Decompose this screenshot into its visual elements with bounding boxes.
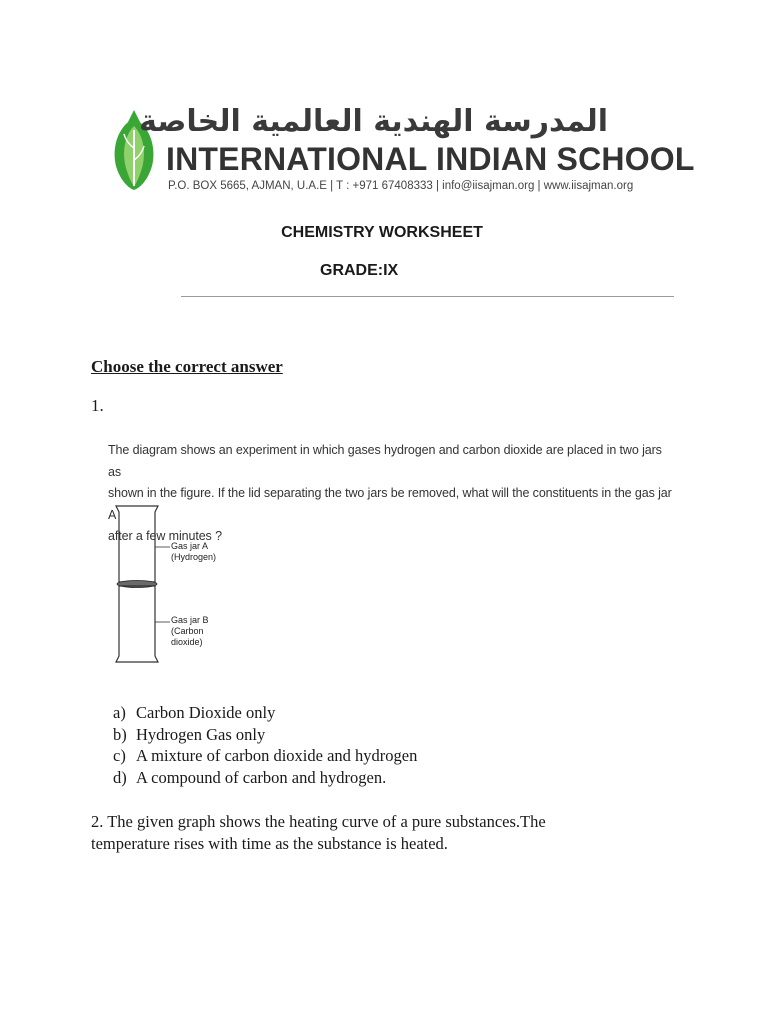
school-contact: P.O. BOX 5665, AJMAN, U.A.E | T : +971 67408333 | info@iisajman.org | www.iisajman.org	[168, 180, 634, 192]
worksheet-grade: GRADE:IX	[320, 262, 399, 279]
section-heading: Choose the correct answer	[91, 357, 283, 376]
option-b: b) Hydrogen Gas only	[113, 724, 266, 744]
worksheet-title: CHEMISTRY WORKSHEET	[281, 224, 483, 241]
option-a: a) Carbon Dioxide only	[113, 703, 276, 722]
question-2-text: 2. The given graph shows the heating curve of a pure substances.The temperature rises with time as the substance is heated.	[91, 812, 546, 853]
question-1-line: shown in the figure. If the lid separating the two jars be removed, what will the constituents in the gas jar A	[108, 486, 672, 522]
header-divider	[181, 296, 674, 297]
school-name-arabic: المدرسة الهندية العالمية الخاصة	[139, 104, 608, 139]
question-1-number: 1.	[91, 396, 104, 415]
school-name: INTERNATIONAL INDIAN SCHOOL	[166, 141, 695, 177]
question-1-line: The diagram shows an experiment in which gases hydrogen and carbon dioxide are placed in two jars as	[108, 443, 662, 479]
question-1-line: after a few minutes ?	[108, 529, 222, 543]
jar-b-label: Gas jar B (Carbon dioxide)	[171, 615, 209, 647]
option-d: d) A compound of carbon and hydrogen.	[113, 768, 387, 788]
option-c: c) A mixture of carbon dioxide and hydrogen	[113, 746, 418, 766]
gas-jar-diagram	[108, 504, 238, 670]
jar-a-label: Gas jar A (Hydrogen)	[171, 541, 217, 562]
question-1-options	[113, 702, 417, 789]
